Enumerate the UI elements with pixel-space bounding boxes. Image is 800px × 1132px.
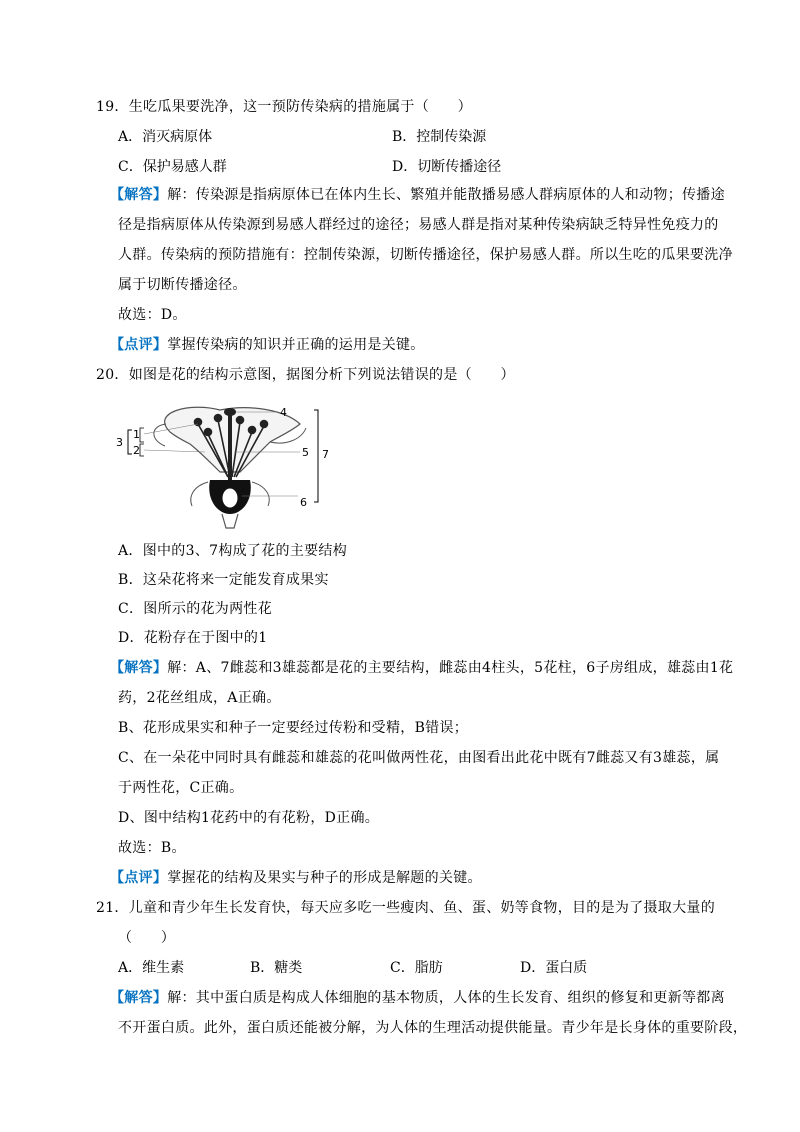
q20-answer-line-6: D、图中结构1花药中的有花粉，D正确。 bbox=[118, 810, 380, 826]
label-1: 1 bbox=[133, 428, 140, 441]
stigma bbox=[224, 408, 236, 416]
q19-answer-tag: 【解答】 bbox=[110, 187, 168, 203]
q19-comment: 【点评】掌握传染病的知识并正确的运用是关键。 bbox=[110, 337, 425, 353]
q19-option-a: A．消灭病原体 bbox=[118, 129, 213, 145]
q20-answer-line-2: 药，2花丝组成，A正确。 bbox=[118, 690, 281, 706]
q20-option-d: D．花粉存在于图中的1 bbox=[118, 630, 268, 646]
q20-answer-line-1: 【解答】解：A、7雌蕊和3雄蕊都是花的主要结构，雌蕊由4柱头，5花柱，6子房组成，雄蕊由1花 bbox=[110, 660, 734, 676]
q21-option-d: D．蛋白质 bbox=[520, 960, 588, 976]
q19-answer-line-1: 【解答】解：传染源是指病原体已在体内生长、繁殖并能散播易感人群病原体的人和动物；传播途 bbox=[110, 187, 725, 203]
q21-option-c: C．脂肪 bbox=[390, 960, 443, 976]
leader-2 bbox=[144, 450, 205, 452]
q20-comment: 【点评】掌握花的结构及果实与种子的形成是解题的关键。 bbox=[110, 870, 482, 886]
flower-structure-diagram bbox=[110, 402, 350, 530]
q21-answer-line-1: 【解答】解：其中蛋白质是构成人体细胞的基本物质，人体的生长发育、组织的修复和更新等都离 bbox=[110, 990, 725, 1006]
q20-answer-line-4: C、在一朵花中同时具有雌蕊和雄蕊的花叫做两性花，由图看出此花中既有7雌蕊又有3雄蕊，属 bbox=[118, 750, 720, 766]
q20-answer-line-5: 于两性花，C正确。 bbox=[118, 780, 244, 796]
right-sepal bbox=[252, 482, 269, 506]
q21-stem-cont: （ ） bbox=[118, 930, 176, 946]
flower-diagram-svg bbox=[110, 402, 350, 530]
stalk bbox=[222, 514, 238, 528]
q19-option-c: C．保护易感人群 bbox=[118, 159, 227, 175]
q21-answer-line-2: 不开蛋白质。此外，蛋白质还能被分解，为人体的生理活动提供能量。青少年是长身体的重要阶段， bbox=[118, 1020, 748, 1036]
q21-stem: 21．儿童和青少年生长发育快，每天应多吃一些瘦肉、鱼、蛋、奶等食物，目的是为了摄取大量的 bbox=[96, 900, 716, 916]
bracket-2 bbox=[140, 444, 144, 456]
bracket-3 bbox=[128, 430, 132, 454]
q21-option-a: A．维生素 bbox=[118, 960, 185, 976]
label-2: 2 bbox=[133, 444, 140, 457]
label-7: 7 bbox=[322, 448, 329, 461]
q20-option-b: B．这朵花将来一定能发育成果实 bbox=[118, 572, 329, 588]
q19-choice: 故选：D。 bbox=[118, 307, 187, 323]
style bbox=[228, 414, 232, 482]
left-petal bbox=[154, 424, 166, 446]
q19-answer-line-3: 人群。传染病的预防措施有：控制传染源，切断传播途径，保护易感人群。所以生吃的瓜果要洗净 bbox=[118, 247, 733, 263]
q20-stem: 20．如图是花的结构示意图，据图分析下列说法错误的是（ ） bbox=[96, 367, 515, 383]
bracket-7 bbox=[314, 410, 318, 502]
q21-answer-tag: 【解答】 bbox=[110, 990, 168, 1006]
q20-option-a: A．图中的3、7构成了花的主要结构 bbox=[118, 543, 348, 559]
q19-answer-line-4: 属于切断传播途径。 bbox=[118, 277, 247, 293]
bracket-1 bbox=[140, 428, 144, 442]
q19-option-b: B．控制传染源 bbox=[392, 129, 487, 145]
label-4: 4 bbox=[280, 406, 287, 419]
q19-stem: 19．生吃瓜果要洗净，这一预防传染病的措施属于（ ） bbox=[96, 99, 472, 115]
q19-answer-line-2: 径是指病原体从传染源到易感人群经过的途径；易感人群是指对某种传染病缺乏特异性免疫力的 bbox=[118, 217, 719, 233]
ovule bbox=[222, 488, 238, 508]
q20-answer-tag: 【解答】 bbox=[110, 660, 168, 676]
q19-option-d: D．切断传播途径 bbox=[392, 159, 502, 175]
label-5: 5 bbox=[302, 446, 309, 459]
left-sepal bbox=[191, 482, 208, 506]
q20-comment-tag: 【点评】 bbox=[110, 870, 168, 886]
q20-option-c: C．图所示的花为两性花 bbox=[118, 601, 273, 617]
q21-option-b: B．糖类 bbox=[250, 960, 303, 976]
q19-comment-tag: 【点评】 bbox=[110, 337, 168, 353]
q20-choice: 故选：B。 bbox=[118, 840, 186, 856]
label-3: 3 bbox=[116, 436, 123, 449]
label-6: 6 bbox=[300, 496, 307, 509]
q20-answer-line-3: B、花形成果实和种子一定要经过传粉和受精，B错误； bbox=[118, 720, 469, 736]
